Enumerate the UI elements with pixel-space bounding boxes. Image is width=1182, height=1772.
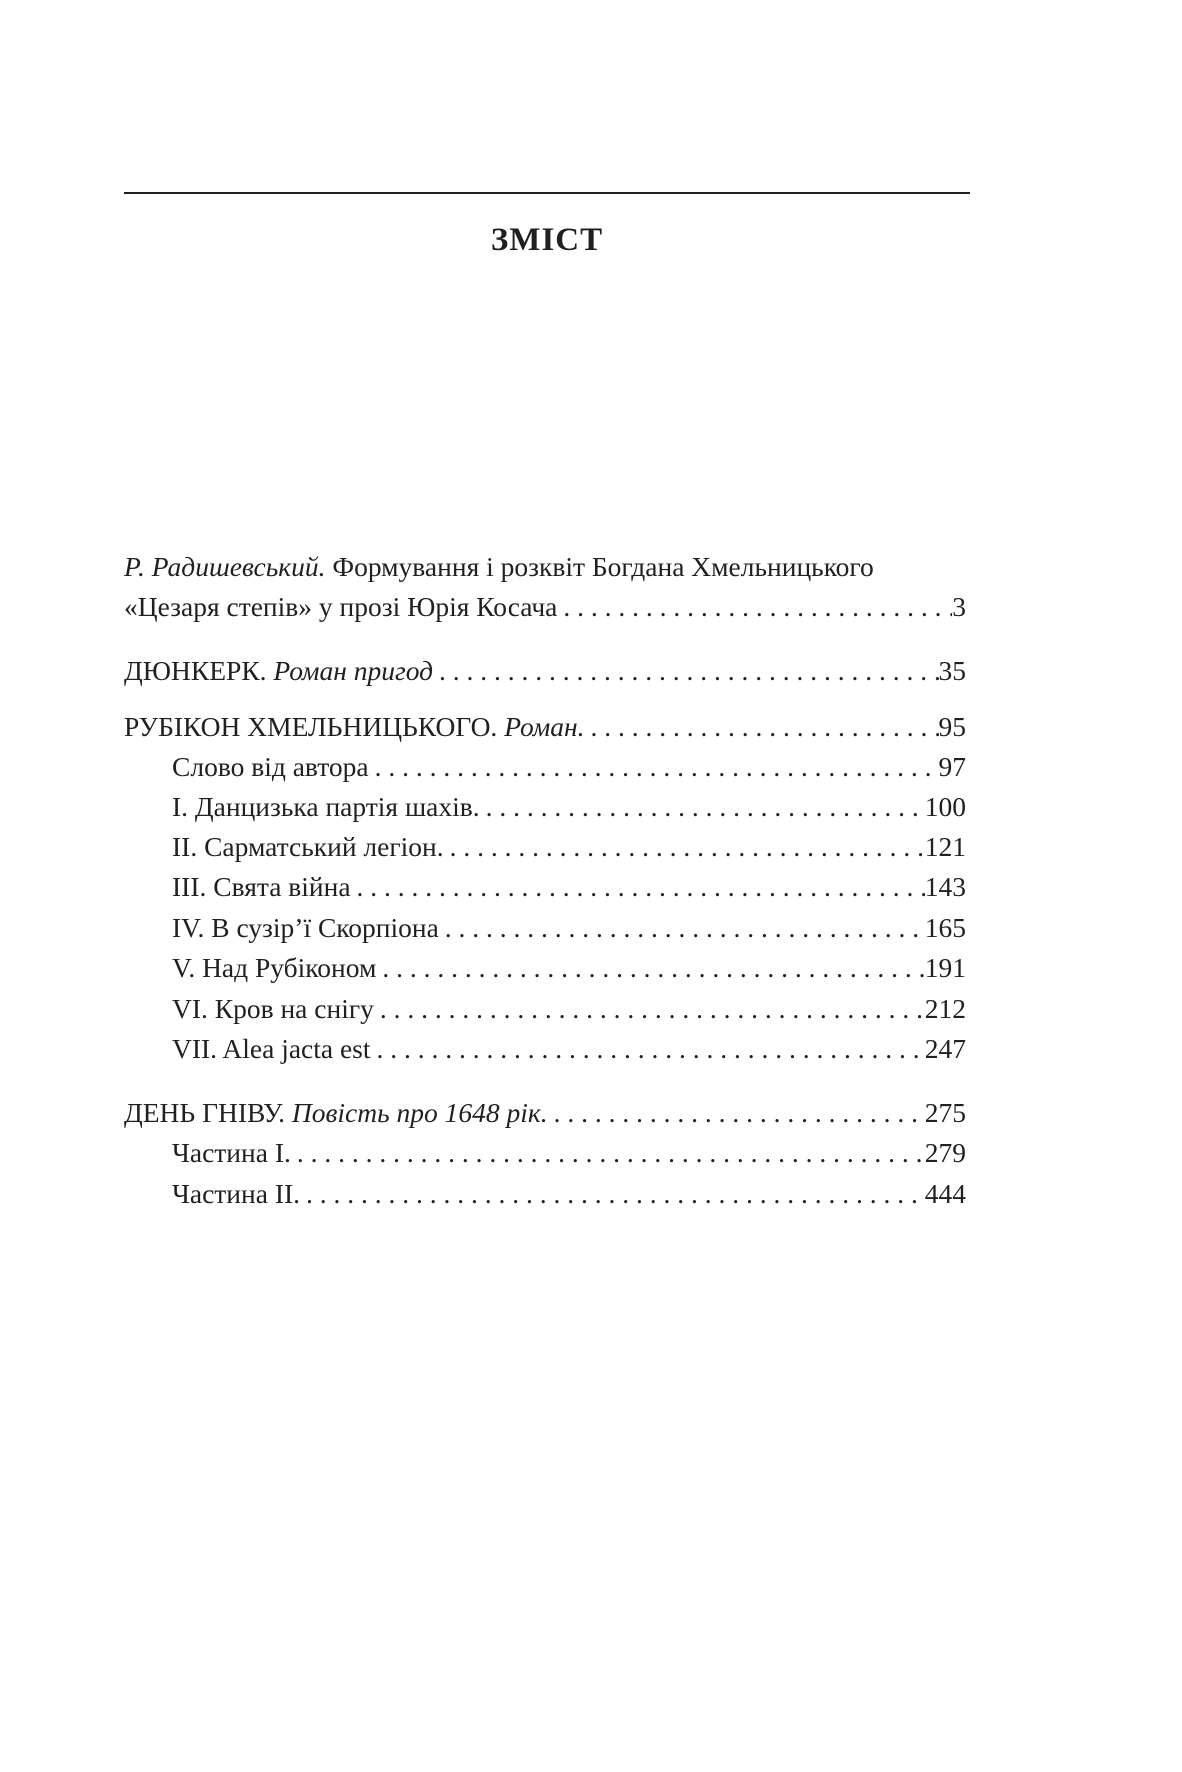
leader-dots — [548, 1094, 925, 1132]
toc-chapter-label: V. Над Рубіконом — [172, 952, 377, 983]
leader-dots — [480, 788, 925, 826]
toc-entry-rubicon-subtitle: Роман. — [497, 711, 585, 742]
leader-dots — [433, 652, 938, 690]
toc-chapter — [172, 828, 966, 866]
toc-entry-essay-line2 — [124, 588, 966, 626]
toc-chapter — [172, 1030, 966, 1068]
toc-entry-essay-line1 — [124, 548, 966, 586]
toc-chapter-page: 444 — [924, 1178, 966, 1209]
toc-chapter — [172, 1175, 966, 1213]
toc-entry-rubicon-title: РУБІКОН ХМЕЛЬНИЦЬКОГО. — [124, 711, 498, 742]
toc-entry-essay-author: Р. Радишевський. — [124, 551, 326, 582]
toc-chapter-label: VII. Alea jacta est — [172, 1033, 371, 1064]
leader-dots — [444, 828, 925, 866]
toc-chapter-page: 247 — [924, 1033, 966, 1064]
toc-entry-essay-title-part2: «Цезаря степів» у прозі Юрія Косача — [124, 591, 558, 622]
leader-dots — [374, 990, 925, 1028]
toc-chapter-page: 191 — [924, 952, 966, 983]
leader-dots — [369, 748, 939, 786]
page-title: ЗМІСТ — [490, 222, 604, 258]
toc-entry-essay-title-part1: Формування і розквіт Богдана Хмельницького — [325, 551, 874, 582]
toc-chapter — [172, 990, 966, 1028]
leader-dots — [557, 588, 952, 626]
toc-chapter-page: 165 — [924, 912, 966, 943]
leader-dots — [291, 1134, 925, 1172]
leader-dots — [376, 949, 924, 987]
toc-entry-rubicon — [124, 708, 966, 746]
toc-entry-dunkerque — [124, 652, 966, 690]
leader-dots — [351, 868, 925, 906]
toc-entry-day-of-wrath-title: ДЕНЬ ГНІВУ. — [124, 1097, 285, 1128]
toc-entry-day-of-wrath-page: 275 — [924, 1097, 966, 1128]
toc-entry-dunkerque-subtitle: Роман пригод — [266, 655, 434, 686]
toc-chapter-label: І. Данцизька партія шахів. — [172, 791, 480, 822]
toc-chapter-page: 97 — [938, 751, 966, 782]
toc-chapter-page: 121 — [924, 831, 966, 862]
leader-dots — [300, 1175, 925, 1213]
toc-chapter-label: ІІ. Сарматський легіон. — [172, 831, 444, 862]
top-rule — [124, 192, 970, 194]
toc-chapter-page: 100 — [924, 791, 966, 822]
toc-chapter-page: 279 — [924, 1137, 966, 1168]
toc-chapter — [172, 788, 966, 826]
toc-entry-essay-page: 3 — [952, 591, 966, 622]
toc-entry-dunkerque-page: 35 — [938, 655, 966, 686]
leader-dots — [585, 708, 939, 746]
toc-chapter-label: Слово від автора — [172, 751, 369, 782]
toc-chapter — [172, 1134, 966, 1172]
toc-chapter-label: ІІІ. Свята війна — [172, 871, 351, 902]
leader-dots — [439, 909, 925, 947]
toc-chapter — [172, 949, 966, 987]
toc-chapter-page: 143 — [924, 871, 966, 902]
toc-chapter-label: Частина ІІ. — [172, 1178, 301, 1209]
toc-entry-rubicon-page: 95 — [938, 711, 966, 742]
toc-chapter-label: Частина І. — [172, 1137, 291, 1168]
toc-chapter-label: IV. В сузір’ї Скорпіона — [172, 912, 439, 943]
toc-entry-dunkerque-title: ДЮНКЕРК. — [124, 655, 267, 686]
toc-entry-day-of-wrath-subtitle: Повість про 1648 рік. — [284, 1097, 548, 1128]
leader-dots — [371, 1030, 925, 1068]
toc-chapter — [172, 868, 966, 906]
toc-chapter-label: VI. Кров на снігу — [172, 993, 374, 1024]
toc-entry-day-of-wrath — [124, 1094, 966, 1132]
toc-chapter — [172, 909, 966, 947]
toc-chapter — [172, 748, 966, 786]
toc-chapter-page: 212 — [924, 993, 966, 1024]
